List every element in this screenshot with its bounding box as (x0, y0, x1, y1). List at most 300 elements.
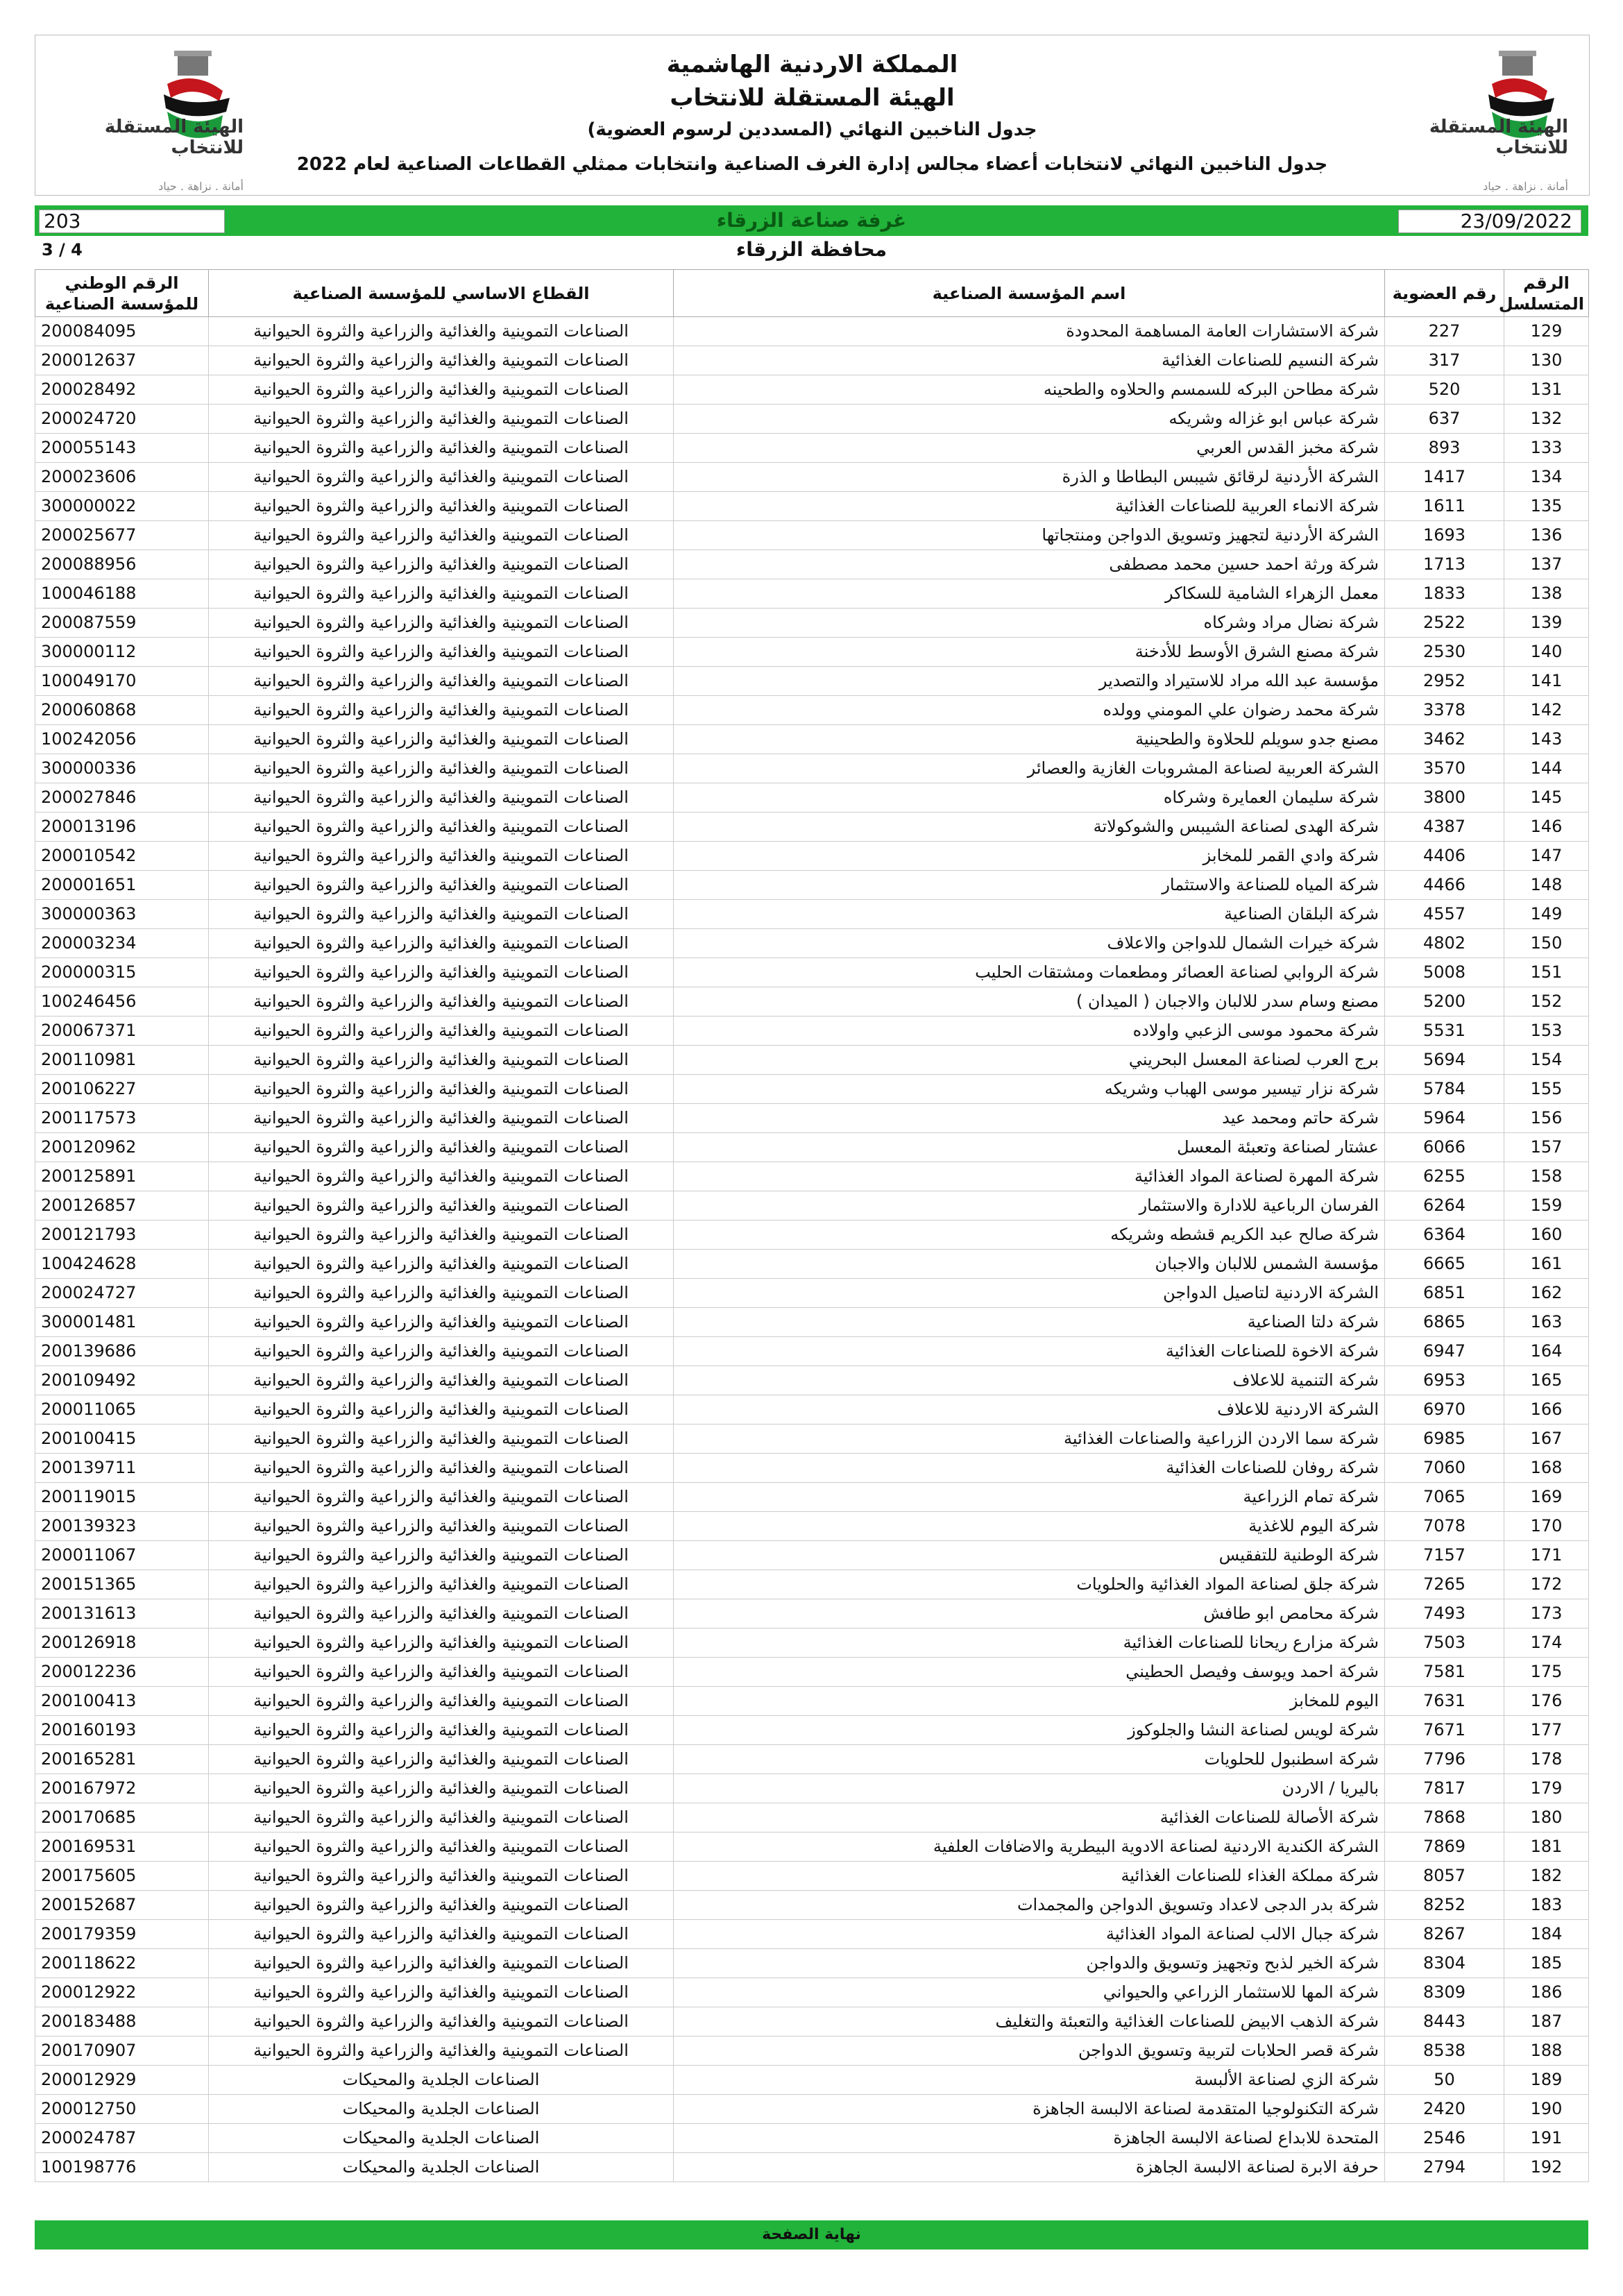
organization-name-cell: شركة التكنولوجيا المتقدمة لصناعة الالبسة الجاهزة (674, 2095, 1385, 2124)
membership-number-cell: 5531 (1385, 1017, 1504, 1046)
sector-cell: الصناعات التموينية والغذائية والزراعية والثروة الحيوانية (209, 1395, 674, 1425)
organization-name-cell: مصنع جدو سويلم للحلاوة والطحينية (674, 725, 1385, 754)
organization-name-cell: معمل الزهراء الشامية للسكاكر (674, 579, 1385, 609)
sector-cell: الصناعات التموينية والغذائية والزراعية والثروة الحيوانية (209, 754, 674, 783)
membership-number-cell: 6066 (1385, 1133, 1504, 1162)
sector-cell: الصناعات التموينية والغذائية والزراعية والثروة الحيوانية (209, 725, 674, 754)
serial-cell: 169 (1504, 1483, 1589, 1512)
sector-cell: الصناعات التموينية والغذائية والزراعية والثروة الحيوانية (209, 1803, 674, 1832)
organization-name-cell: الشركة الاردنية للاعلاف (674, 1395, 1385, 1425)
organization-name-cell: حرفة الابرة لصناعة الالبسة الجاهزة (674, 2153, 1385, 2182)
organization-name-cell: المتحدة للابداع لصناعة الالبسة الجاهزة (674, 2124, 1385, 2153)
logo-motto: أمانة . نزاهة . حياد (158, 180, 244, 193)
organization-name-cell: شركة سما الاردن الزراعية والصناعات الغذائية (674, 1425, 1385, 1454)
membership-number-cell: 6947 (1385, 1337, 1504, 1366)
membership-number-cell: 7503 (1385, 1629, 1504, 1658)
table-row (35, 1017, 1589, 1046)
chamber-code: 203 (39, 210, 225, 233)
table-row (35, 1133, 1589, 1162)
serial-cell: 138 (1504, 579, 1589, 609)
table-row (35, 579, 1589, 609)
organization-name-cell: شركة نزار تيسير موسى الهباب وشريكه (674, 1075, 1385, 1104)
membership-number-cell: 4557 (1385, 900, 1504, 929)
sector-cell: الصناعات التموينية والغذائية والزراعية والثروة الحيوانية (209, 1658, 674, 1687)
serial-cell: 154 (1504, 1046, 1589, 1075)
membership-number-cell: 8057 (1385, 1862, 1504, 1891)
membership-number-cell: 6264 (1385, 1191, 1504, 1221)
table-row (35, 1191, 1589, 1221)
organization-name-cell: شركة الاستشارات العامة المساهمة المحدودة (674, 317, 1385, 346)
membership-number-cell: 6255 (1385, 1162, 1504, 1191)
membership-number-cell: 8309 (1385, 1978, 1504, 2007)
national-id-cell: 200028492 (35, 375, 209, 405)
membership-number-cell: 7671 (1385, 1716, 1504, 1745)
serial-cell: 185 (1504, 1949, 1589, 1978)
sector-cell: الصناعات التموينية والغذائية والزراعية والثروة الحيوانية (209, 2036, 674, 2066)
serial-cell: 136 (1504, 521, 1589, 550)
sector-cell: الصناعات التموينية والغذائية والزراعية والثروة الحيوانية (209, 638, 674, 667)
organization-name-cell: اليوم للمخابز (674, 1687, 1385, 1716)
membership-number-cell: 5200 (1385, 987, 1504, 1017)
table-row (35, 1658, 1589, 1687)
organization-name-cell: شركة الخير لذبح وتجهيز وتسويق والدواجن (674, 1949, 1385, 1978)
sector-cell: الصناعات التموينية والغذائية والزراعية والثروة الحيوانية (209, 900, 674, 929)
sector-cell: الصناعات التموينية والغذائية والزراعية والثروة الحيوانية (209, 1920, 674, 1949)
national-id-cell: 300000363 (35, 900, 209, 929)
serial-cell: 183 (1504, 1891, 1589, 1920)
organization-name-cell: مصنع وسام سدر للالبان والاجبان ( الميدان ) (674, 987, 1385, 1017)
subheader-row (35, 236, 1588, 264)
commission-title: الهيئة المستقلة للانتخاب (670, 84, 955, 112)
membership-number-cell: 7631 (1385, 1687, 1504, 1716)
membership-number-cell: 7078 (1385, 1512, 1504, 1541)
header-titles (264, 48, 1360, 180)
membership-number-cell: 637 (1385, 405, 1504, 434)
national-id-cell: 200010542 (35, 842, 209, 871)
organization-name-cell: الفرسان الرباعية للادارة والاستثمار (674, 1191, 1385, 1221)
organization-name-cell: الشركة الكندية الاردنية لصناعة الادوية البيطرية والاضافات العلفية (674, 1832, 1385, 1862)
table-row (35, 987, 1589, 1017)
table-row (35, 1891, 1589, 1920)
membership-number-cell: 7157 (1385, 1541, 1504, 1570)
membership-number-cell: 7265 (1385, 1570, 1504, 1599)
table-row (35, 1221, 1589, 1250)
sector-cell: الصناعات التموينية والغذائية والزراعية والثروة الحيوانية (209, 871, 674, 900)
organization-name-cell: الشركة العربية لصناعة المشروبات الغازية والعصائر (674, 754, 1385, 783)
serial-cell: 180 (1504, 1803, 1589, 1832)
sector-cell: الصناعات التموينية والغذائية والزراعية والثروة الحيوانية (209, 1716, 674, 1745)
national-id-cell: 200109492 (35, 1366, 209, 1395)
serial-cell: 158 (1504, 1162, 1589, 1191)
col-nid-header: الرقم الوطني للمؤسسة الصناعية (35, 270, 209, 317)
membership-number-cell: 5694 (1385, 1046, 1504, 1075)
organization-name-cell: شركة محمد رضوان علي المومني وولده (674, 696, 1385, 725)
membership-number-cell: 8538 (1385, 2036, 1504, 2066)
serial-cell: 190 (1504, 2095, 1589, 2124)
serial-cell: 186 (1504, 1978, 1589, 2007)
membership-number-cell: 5008 (1385, 958, 1504, 987)
sector-cell: الصناعات التموينية والغذائية والزراعية والثروة الحيوانية (209, 1891, 674, 1920)
membership-number-cell: 893 (1385, 434, 1504, 463)
organization-name-cell: شركة مملكة الغذاء للصناعات الغذائية (674, 1862, 1385, 1891)
national-id-cell: 200011067 (35, 1541, 209, 1570)
national-id-cell: 200067371 (35, 1017, 209, 1046)
serial-cell: 181 (1504, 1832, 1589, 1862)
sector-cell: الصناعات التموينية والغذائية والزراعية والثروة الحيوانية (209, 1512, 674, 1541)
serial-cell: 151 (1504, 958, 1589, 987)
voters-table-title: جدول الناخبين النهائي (المسددين لرسوم العضوية) (587, 119, 1037, 140)
serial-cell: 187 (1504, 2007, 1589, 2036)
organization-name-cell: شركة لويس لصناعة النشا والجلوكوز (674, 1716, 1385, 1745)
chamber-name: غرفة صناعة الزرقاء (716, 209, 907, 232)
national-id-cell: 200125891 (35, 1162, 209, 1191)
table-row (35, 1308, 1589, 1337)
sector-cell: الصناعات التموينية والغذائية والزراعية والثروة الحيوانية (209, 1570, 674, 1599)
organization-name-cell: مؤسسة الشمس للالبان والاجبان (674, 1250, 1385, 1279)
serial-cell: 179 (1504, 1774, 1589, 1803)
membership-number-cell: 3570 (1385, 754, 1504, 783)
serial-cell: 134 (1504, 463, 1589, 492)
national-id-cell: 200175605 (35, 1862, 209, 1891)
serial-cell: 174 (1504, 1629, 1589, 1658)
organization-name-cell: شركة اسطنبول للحلويات (674, 1745, 1385, 1774)
serial-cell: 171 (1504, 1541, 1589, 1570)
sector-cell: الصناعات التموينية والغذائية والزراعية والثروة الحيوانية (209, 1104, 674, 1133)
table-row (35, 754, 1589, 783)
logo-name: الهيئة المستقلة للانتخاب (1429, 117, 1568, 158)
organization-name-cell: شركة الهدى لصناعة الشيبس والشوكولاتة (674, 813, 1385, 842)
logo-right (1360, 42, 1589, 193)
sector-cell: الصناعات التموينية والغذائية والزراعية والثروة الحيوانية (209, 346, 674, 375)
serial-cell: 162 (1504, 1279, 1589, 1308)
serial-cell: 173 (1504, 1599, 1589, 1629)
organization-name-cell: شركة دلتا الصناعية (674, 1308, 1385, 1337)
sector-cell: الصناعات التموينية والغذائية والزراعية والثروة الحيوانية (209, 434, 674, 463)
organization-name-cell: شركة البلقان الصناعية (674, 900, 1385, 929)
organization-name-cell: عشتار لصناعة وتعبئة المعسل (674, 1133, 1385, 1162)
sector-cell: الصناعات التموينية والغذائية والزراعية والثروة الحيوانية (209, 1133, 674, 1162)
membership-number-cell: 520 (1385, 375, 1504, 405)
serial-cell: 131 (1504, 375, 1589, 405)
organization-name-cell: شركة عباس ابو غزاله وشريكه (674, 405, 1385, 434)
organization-name-cell: شركة حاتم ومحمد عيد (674, 1104, 1385, 1133)
membership-number-cell: 1833 (1385, 579, 1504, 609)
membership-number-cell: 227 (1385, 317, 1504, 346)
national-id-cell: 200084095 (35, 317, 209, 346)
serial-cell: 132 (1504, 405, 1589, 434)
organization-name-cell: الشركة الأردنية لرقائق شيبس البطاطا و الذرة (674, 463, 1385, 492)
national-id-cell: 100242056 (35, 725, 209, 754)
serial-cell: 144 (1504, 754, 1589, 783)
sector-cell: الصناعات الجلدية والمحيكات (209, 2066, 674, 2095)
sector-cell: الصناعات التموينية والغذائية والزراعية والثروة الحيوانية (209, 2007, 674, 2036)
serial-cell: 149 (1504, 900, 1589, 929)
table-row (35, 1716, 1589, 1745)
membership-number-cell: 7868 (1385, 1803, 1504, 1832)
table-body (35, 317, 1589, 2182)
col-org-header: اسم المؤسسة الصناعية (674, 270, 1385, 317)
membership-number-cell: 6865 (1385, 1308, 1504, 1337)
elections-description: جدول الناخبين النهائي لانتخابات أعضاء مجالس إدارة الغرف الصناعية وانتخابات ممثلي القطاعات الصناعية لعام 2022 (296, 154, 1328, 175)
sector-cell: الصناعات التموينية والغذائية والزراعية والثروة الحيوانية (209, 579, 674, 609)
organization-name-cell: شركة نضال مراد وشركاه (674, 609, 1385, 638)
table-row (35, 1425, 1589, 1454)
organization-name-cell: باليريا / الاردن (674, 1774, 1385, 1803)
organization-name-cell: شركة الاخوة للصناعات الغذائية (674, 1337, 1385, 1366)
organization-name-cell: برج العرب لصناعة المعسل البحريني (674, 1046, 1385, 1075)
membership-number-cell: 50 (1385, 2066, 1504, 2095)
sector-cell: الصناعات التموينية والغذائية والزراعية والثروة الحيوانية (209, 317, 674, 346)
membership-number-cell: 7065 (1385, 1483, 1504, 1512)
serial-cell: 160 (1504, 1221, 1589, 1250)
organization-name-cell: شركة سليمان العمايرة وشركاه (674, 783, 1385, 813)
serial-cell: 139 (1504, 609, 1589, 638)
serial-cell: 175 (1504, 1658, 1589, 1687)
membership-number-cell: 4802 (1385, 929, 1504, 958)
organization-name-cell: شركة بدر الدجى لاعداد وتسويق الدواجن والمجمدات (674, 1891, 1385, 1920)
membership-number-cell: 6985 (1385, 1425, 1504, 1454)
table-row (35, 1629, 1589, 1658)
organization-name-cell: شركة المها للاستثمار الزراعي والحيواني (674, 1978, 1385, 2007)
serial-cell: 129 (1504, 317, 1589, 346)
table-row (35, 463, 1589, 492)
serial-cell: 133 (1504, 434, 1589, 463)
membership-number-cell: 8252 (1385, 1891, 1504, 1920)
organization-name-cell: الشركة الاردنية لتاصيل الدواجن (674, 1279, 1385, 1308)
table-row (35, 1920, 1589, 1949)
table-row (35, 871, 1589, 900)
membership-number-cell: 7581 (1385, 1658, 1504, 1687)
sector-cell: الصناعات الجلدية والمحيكات (209, 2124, 674, 2153)
table-row (35, 2095, 1589, 2124)
serial-cell: 148 (1504, 871, 1589, 900)
table-row (35, 1949, 1589, 1978)
serial-cell: 182 (1504, 1862, 1589, 1891)
serial-cell: 172 (1504, 1570, 1589, 1599)
sector-cell: الصناعات التموينية والغذائية والزراعية والثروة الحيوانية (209, 667, 674, 696)
sector-cell: الصناعات التموينية والغذائية والزراعية والثروة الحيوانية (209, 463, 674, 492)
serial-cell: 146 (1504, 813, 1589, 842)
serial-cell: 167 (1504, 1425, 1589, 1454)
national-id-cell: 200024787 (35, 2124, 209, 2153)
membership-number-cell: 6953 (1385, 1366, 1504, 1395)
sector-cell: الصناعات التموينية والغذائية والزراعية والثروة الحيوانية (209, 813, 674, 842)
organization-name-cell: شركة محامص ابو طافش (674, 1599, 1385, 1629)
sector-cell: الصناعات التموينية والغذائية والزراعية والثروة الحيوانية (209, 696, 674, 725)
national-id-cell: 200118622 (35, 1949, 209, 1978)
national-id-cell: 300000112 (35, 638, 209, 667)
national-id-cell: 200012929 (35, 2066, 209, 2095)
serial-cell: 157 (1504, 1133, 1589, 1162)
table-row (35, 1832, 1589, 1862)
organization-name-cell: شركة جلق لصناعة المواد الغذائية والحلويات (674, 1570, 1385, 1599)
organization-name-cell: شركة قصر الحلابات لتربية وتسويق الدواجن (674, 2036, 1385, 2066)
sector-cell: الصناعات التموينية والغذائية والزراعية والثروة الحيوانية (209, 1541, 674, 1570)
membership-number-cell: 8443 (1385, 2007, 1504, 2036)
serial-cell: 177 (1504, 1716, 1589, 1745)
serial-cell: 163 (1504, 1308, 1589, 1337)
organization-name-cell: شركة صالح عبد الكريم قشطه وشريكه (674, 1221, 1385, 1250)
membership-number-cell: 7817 (1385, 1774, 1504, 1803)
serial-cell: 191 (1504, 2124, 1589, 2153)
table-row (35, 958, 1589, 987)
table-row (35, 2036, 1589, 2066)
organization-name-cell: شركة احمد ويوسف وفيصل الحطيني (674, 1658, 1385, 1687)
serial-cell: 137 (1504, 550, 1589, 579)
table-row (35, 434, 1589, 463)
col-sector-header: القطاع الاساسي للمؤسسة الصناعية (209, 270, 674, 317)
table-row (35, 1279, 1589, 1308)
serial-cell: 153 (1504, 1017, 1589, 1046)
table-row (35, 550, 1589, 579)
organization-name-cell: شركة اليوم للاغذية (674, 1512, 1385, 1541)
table-row (35, 317, 1589, 346)
national-id-cell: 100424628 (35, 1250, 209, 1279)
national-id-cell: 100049170 (35, 667, 209, 696)
table-row (35, 2066, 1589, 2095)
table-row (35, 667, 1589, 696)
serial-cell: 168 (1504, 1454, 1589, 1483)
sector-cell: الصناعات التموينية والغذائية والزراعية والثروة الحيوانية (209, 1017, 674, 1046)
serial-cell: 161 (1504, 1250, 1589, 1279)
serial-cell: 150 (1504, 929, 1589, 958)
national-id-cell: 200025677 (35, 521, 209, 550)
serial-cell: 140 (1504, 638, 1589, 667)
organization-name-cell: شركة تمام الزراعية (674, 1483, 1385, 1512)
table-row (35, 1104, 1589, 1133)
table-row (35, 1774, 1589, 1803)
organization-name-cell: شركة الأصالة للصناعات الغذائية (674, 1803, 1385, 1832)
national-id-cell: 200139686 (35, 1337, 209, 1366)
national-id-cell: 200023606 (35, 463, 209, 492)
table-row (35, 1395, 1589, 1425)
national-id-cell: 200165281 (35, 1745, 209, 1774)
sector-cell: الصناعات التموينية والغذائية والزراعية والثروة الحيوانية (209, 929, 674, 958)
organization-name-cell: شركة مصنع الشرق الأوسط للأدخنة (674, 638, 1385, 667)
national-id-cell: 200170685 (35, 1803, 209, 1832)
organization-name-cell: شركة خيرات الشمال للدواجن والاعلاف (674, 929, 1385, 958)
sector-cell: الصناعات الجلدية والمحيكات (209, 2095, 674, 2124)
table-row (35, 1454, 1589, 1483)
organization-name-cell: شركة محمود موسى الزعبي واولاده (674, 1017, 1385, 1046)
organization-name-cell: شركة جبال الالب لصناعة المواد الغذائية (674, 1920, 1385, 1949)
serial-cell: 166 (1504, 1395, 1589, 1425)
table-row (35, 2153, 1589, 2182)
sector-cell: الصناعات التموينية والغذائية والزراعية والثروة الحيوانية (209, 1221, 674, 1250)
membership-number-cell: 5784 (1385, 1075, 1504, 1104)
table-row (35, 725, 1589, 754)
national-id-cell: 200139711 (35, 1454, 209, 1483)
national-id-cell: 200167972 (35, 1774, 209, 1803)
national-id-cell: 200170907 (35, 2036, 209, 2066)
table-header-row (35, 270, 1589, 317)
table-row (35, 842, 1589, 871)
sector-cell: الصناعات التموينية والغذائية والزراعية والثروة الحيوانية (209, 492, 674, 521)
serial-cell: 176 (1504, 1687, 1589, 1716)
table-row (35, 783, 1589, 813)
national-id-cell: 200012750 (35, 2095, 209, 2124)
national-id-cell: 200024720 (35, 405, 209, 434)
table-row (35, 405, 1589, 434)
national-id-cell: 200003234 (35, 929, 209, 958)
serial-cell: 142 (1504, 696, 1589, 725)
sector-cell: الصناعات التموينية والغذائية والزراعية والثروة الحيوانية (209, 987, 674, 1017)
membership-number-cell: 7493 (1385, 1599, 1504, 1629)
table-row (35, 1687, 1589, 1716)
national-id-cell: 100046188 (35, 579, 209, 609)
membership-number-cell: 6364 (1385, 1221, 1504, 1250)
membership-number-cell: 2952 (1385, 667, 1504, 696)
table-row (35, 2007, 1589, 2036)
national-id-cell: 300000022 (35, 492, 209, 521)
col-serial-header: الرقم المتسلسل (1504, 270, 1589, 317)
sector-cell: الصناعات التموينية والغذائية والزراعية والثروة الحيوانية (209, 405, 674, 434)
col-member-header: رقم العضوية (1385, 270, 1504, 317)
organization-name-cell: مؤسسة عبد الله مراد للاستيراد والتصدير (674, 667, 1385, 696)
membership-number-cell: 6665 (1385, 1250, 1504, 1279)
sector-cell: الصناعات الجلدية والمحيكات (209, 2153, 674, 2182)
table-row (35, 1570, 1589, 1599)
sector-cell: الصناعات التموينية والغذائية والزراعية والثروة الحيوانية (209, 1425, 674, 1454)
membership-number-cell: 2794 (1385, 2153, 1504, 2182)
sector-cell: الصناعات التموينية والغذائية والزراعية والثروة الحيوانية (209, 609, 674, 638)
sector-cell: الصناعات التموينية والغذائية والزراعية والثروة الحيوانية (209, 1832, 674, 1862)
organization-name-cell: شركة الذهب الابيض للصناعات الغذائية والتعبئة والتغليف (674, 2007, 1385, 2036)
national-id-cell: 200012922 (35, 1978, 209, 2007)
table-row (35, 900, 1589, 929)
organization-name-cell: شركة مزارع ريحانا للصناعات الغذائية (674, 1629, 1385, 1658)
membership-number-cell: 3462 (1385, 725, 1504, 754)
table-row (35, 1075, 1589, 1104)
sector-cell: الصناعات التموينية والغذائية والزراعية والثروة الحيوانية (209, 1454, 674, 1483)
table-row (35, 492, 1589, 521)
national-id-cell: 200060868 (35, 696, 209, 725)
national-id-cell: 200087559 (35, 609, 209, 638)
sector-cell: الصناعات التموينية والغذائية والزراعية والثروة الحيوانية (209, 1978, 674, 2007)
sector-cell: الصناعات التموينية والغذائية والزراعية والثروة الحيوانية (209, 1250, 674, 1279)
national-id-cell: 200183488 (35, 2007, 209, 2036)
membership-number-cell: 4406 (1385, 842, 1504, 871)
serial-cell: 165 (1504, 1366, 1589, 1395)
membership-number-cell: 4466 (1385, 871, 1504, 900)
serial-cell: 188 (1504, 2036, 1589, 2066)
serial-cell: 155 (1504, 1075, 1589, 1104)
membership-number-cell: 3378 (1385, 696, 1504, 725)
organization-name-cell: شركة الزي لصناعة الألبسة (674, 2066, 1385, 2095)
sector-cell: الصناعات التموينية والغذائية والزراعية والثروة الحيوانية (209, 783, 674, 813)
table-row (35, 1162, 1589, 1191)
sector-cell: الصناعات التموينية والغذائية والزراعية والثروة الحيوانية (209, 842, 674, 871)
organization-name-cell: شركة الوطنية للتفقيس (674, 1541, 1385, 1570)
sector-cell: الصناعات التموينية والغذائية والزراعية والثروة الحيوانية (209, 1599, 674, 1629)
sector-cell: الصناعات التموينية والغذائية والزراعية والثروة الحيوانية (209, 1337, 674, 1366)
membership-number-cell: 1693 (1385, 521, 1504, 550)
organization-name-cell: شركة مخبز القدس العربي (674, 434, 1385, 463)
membership-number-cell: 2530 (1385, 638, 1504, 667)
sector-cell: الصناعات التموينية والغذائية والزراعية والثروة الحيوانية (209, 1774, 674, 1803)
national-id-cell: 200012637 (35, 346, 209, 375)
sector-cell: الصناعات التموينية والغذائية والزراعية والثروة الحيوانية (209, 1046, 674, 1075)
logo-left (35, 42, 264, 193)
national-id-cell: 200119015 (35, 1483, 209, 1512)
table-row (35, 1745, 1589, 1774)
national-id-cell: 200120962 (35, 1133, 209, 1162)
membership-number-cell: 2420 (1385, 2095, 1504, 2124)
table-row (35, 1337, 1589, 1366)
organization-name-cell: شركة روفان للصناعات الغذائية (674, 1454, 1385, 1483)
national-id-cell: 300000336 (35, 754, 209, 783)
table-row (35, 929, 1589, 958)
